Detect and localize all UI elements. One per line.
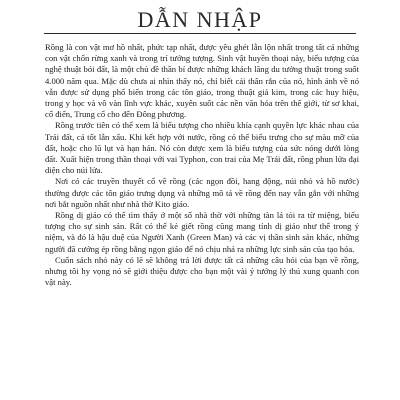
- paragraph-3: Nơi có các truyền thuyết cổ về rồng (các ngọn đồi, hang động, núi nhỏ và hồ nước) thường được các tôn giáo trưng dụng và những mô tả về rồng đến nay vẫn gắn với những nơi bắt nguồn nhất như nhà thờ Kito giáo.: [45, 176, 359, 209]
- page-title: DẪN NHẬP: [137, 7, 263, 32]
- paragraph-5: Cuốn sách nhỏ này có lẽ sẽ không trả lời được tất cả những câu hỏi của bạn về rồng, nhưng tôi hy vọng nó sẽ giới thiệu được cho bạn một vài ý tưởng lý thú xung quanh con vật này.: [45, 254, 359, 288]
- title-underline: [44, 33, 356, 34]
- paragraph-1: Rồng là con vật mơ hồ nhất, phức tạp nhất, được yêu ghét lẫn lộn nhất trong tất cả những con vật chốn rừng xanh và trong trí tưởng tượng. Sinh vật huyền thoại này, biểu tượng của nghệ thuật bói đất, là một chủ đề thần bí được những khách lãng du tưởng thuật trong suốt 4.000 năm qua. Mặc dù chưa ai nhìn thấy nó, chỉ biết cái thân rắn của nó, hình ảnh về nó vẫn được sử dụng phổ biến trong các tôn giáo, trong thuật giả kim, trong các huy hiệu, trong y học và vô vàn lĩnh vực khác, xuyên suốt các nền văn hóa trên thế giới, từ sơ khai, cổ điển, Trung cổ cho đến Đông phương.: [45, 42, 359, 120]
- paragraph-2: Rồng trước tiên có thể xem là biểu tượng cho nhiều khía cạnh quyền lực khác nhau của Trái đất, cả tốt lẫn xấu. Khi kết hợp với nước, rồng có thể biểu trưng cho sự màu mỡ của đất, hoặc cho lũ lụt và hạn hán. Nó còn được xem là biểu tượng của sức nóng dưới lòng đất. Xuất hiện trong thần thoại với vai Typhon, con trai của Mẹ Trái đất, rồng phun lửa đại diện cho núi lửa.: [45, 120, 359, 176]
- paragraph-4: Rồng dị giáo có thể tìm thấy ở một số nhà thờ với những tàn lá tỏi ra từ miệng, biểu tượng cho sự sinh sản. Rất có thể kẻ giết rồng cũng mang tính dị giáo như thế trong ý niệm, và đó là hậu duệ của Người Xanh (Green Man) và các vị thần sinh sản khác, những người đã cướng ép rồng bằng ngọn giáo để nó chịu nhả ra những lực sinh sản của tạo hóa.: [45, 210, 359, 254]
- body-text: [45, 42, 359, 288]
